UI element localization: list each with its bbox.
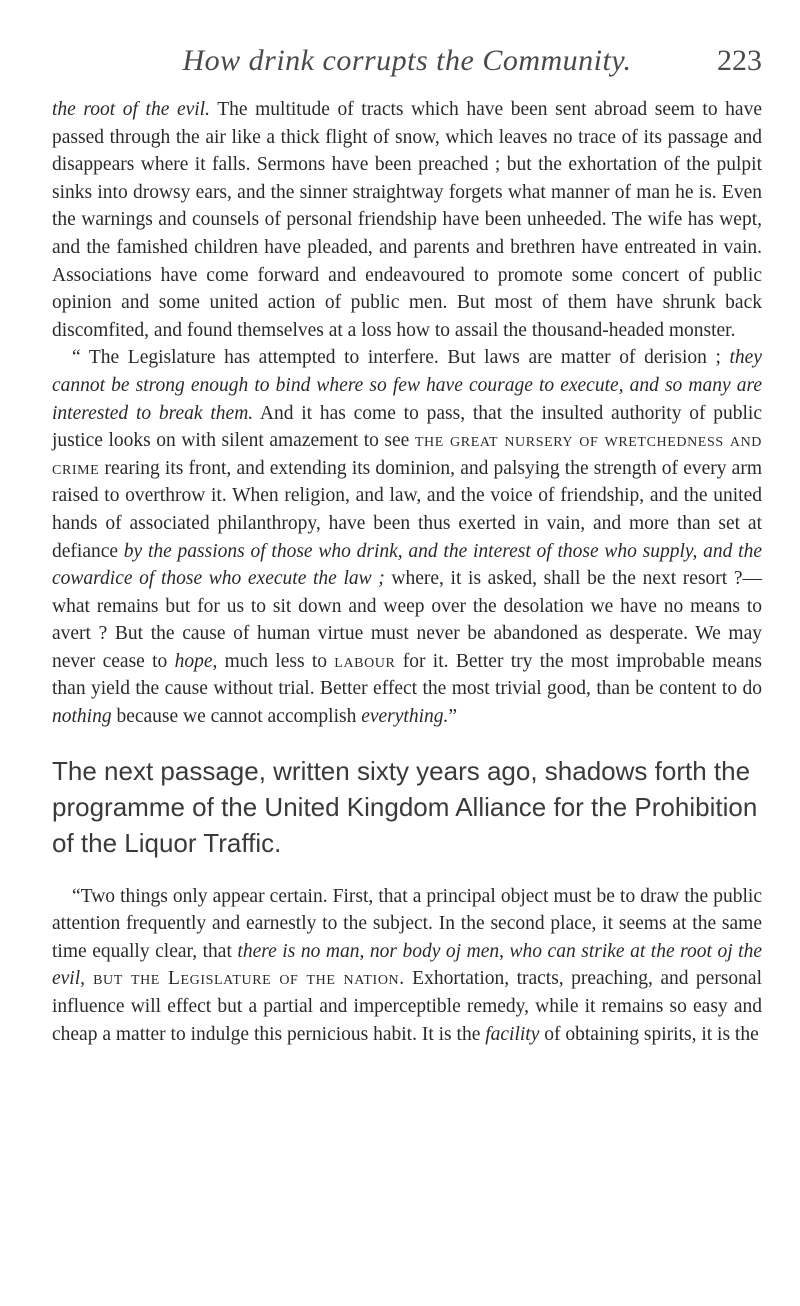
text-run: because we cannot accomplish [111, 706, 362, 728]
text-run: rearing its front, and extending its dominion, and palsying the strength of every arm raised to overthrow it. When religion, and law, and the voice of friendship, and the united hands of associated philanthropy, have been thus exerted in vain, and more than set at defiance [52, 457, 762, 562]
italic-phrase: the root of the evil. [52, 99, 210, 120]
text-run: “Two things only appear certain. First, that a principal object must be to draw the public attention frequently and earnestly to the subject. In the second place, it seems at the same time equally clear, that [52, 885, 762, 962]
text-run: “ The Legislature has attempted to interfere. But laws are matter of derision ; [72, 347, 730, 369]
italic-phrase: they cannot be strong enough to bind where so few have courage to execute, and so many are interested to break them. [52, 347, 762, 424]
text-run: , much less to [212, 650, 335, 672]
paragraph-legislature-quote [52, 344, 762, 730]
italic-word: everything. [361, 706, 449, 728]
text-run: of obtaining spirits, it is the [539, 1023, 759, 1045]
text-run: where, it is asked, shall be the next resort ?—what remains but for us to sit down and weep over the desolation we have no means to avert ? But the cause of human virtue must never be abandoned as desperate. We may never cease to [52, 568, 762, 672]
text-run: The multitude of tracts which have been sent abroad seem to have passed through the air like a thick flight of snow, which leaves no trace of its passage and disappears where it falls. Sermons have been preached ; but the exhortation of the pulpit sinks into drowsy ears, and the sinner straightway forgets what manner of man he is. Even the warnings and counsels of personal friendship have been unheeded. The wife has wept, and the famished children have pleaded, and parents and brethren have entreated in vain. Associations have come forward and endeavoured to promote some concert of public opinion and some united action of public men. But most of them have shrunk back discomfited, and found themselves at a loss how to assail the thousand-headed monster. [52, 99, 762, 341]
page-number: 223 [717, 44, 762, 77]
paragraph-two-things-quote [52, 883, 762, 1049]
italic-word: facility [485, 1023, 540, 1045]
italic-word: hope [174, 650, 213, 672]
small-caps-word: labour [334, 650, 396, 672]
small-caps-phrase: the great nursery of wretchedness and crime [52, 430, 763, 479]
italic-word: nothing [52, 706, 112, 728]
text-run: ” [448, 706, 458, 728]
running-title: How drink corrupts the Community. [182, 44, 632, 77]
small-caps-phrase: but the Legislature of the nation. [85, 968, 405, 990]
text-run: for it. Better try the most improbable means than yield the cause without trial. Better effect the most trivial good, than be content to do [52, 650, 762, 700]
italic-phrase: by the passions of those who drink, and the interest of those who supply, and the cowardice of those who execute the law ; [52, 540, 762, 590]
book-page [52, 0, 762, 1048]
running-head [52, 0, 762, 96]
italic-phrase: there is no man, nor body oj men, who can strike at the root oj the evil, [52, 940, 763, 990]
paragraph-evil-root [52, 96, 762, 344]
text-run: And it has come to pass, that the insulted authority of public justice looks on with silent amazement to see [52, 402, 763, 452]
text-run: Exhortation, tracts, preaching, and personal influence will effect but a partial and imperceptible remedy, while it remains so easy and cheap a matter to indulge this pernicious habit. It is the [52, 968, 762, 1045]
section-note: The next passage, written sixty years ago, shadows forth the programme of the United Kingdom Alliance for the Prohibition of the Liquor Traffic. [52, 755, 758, 858]
